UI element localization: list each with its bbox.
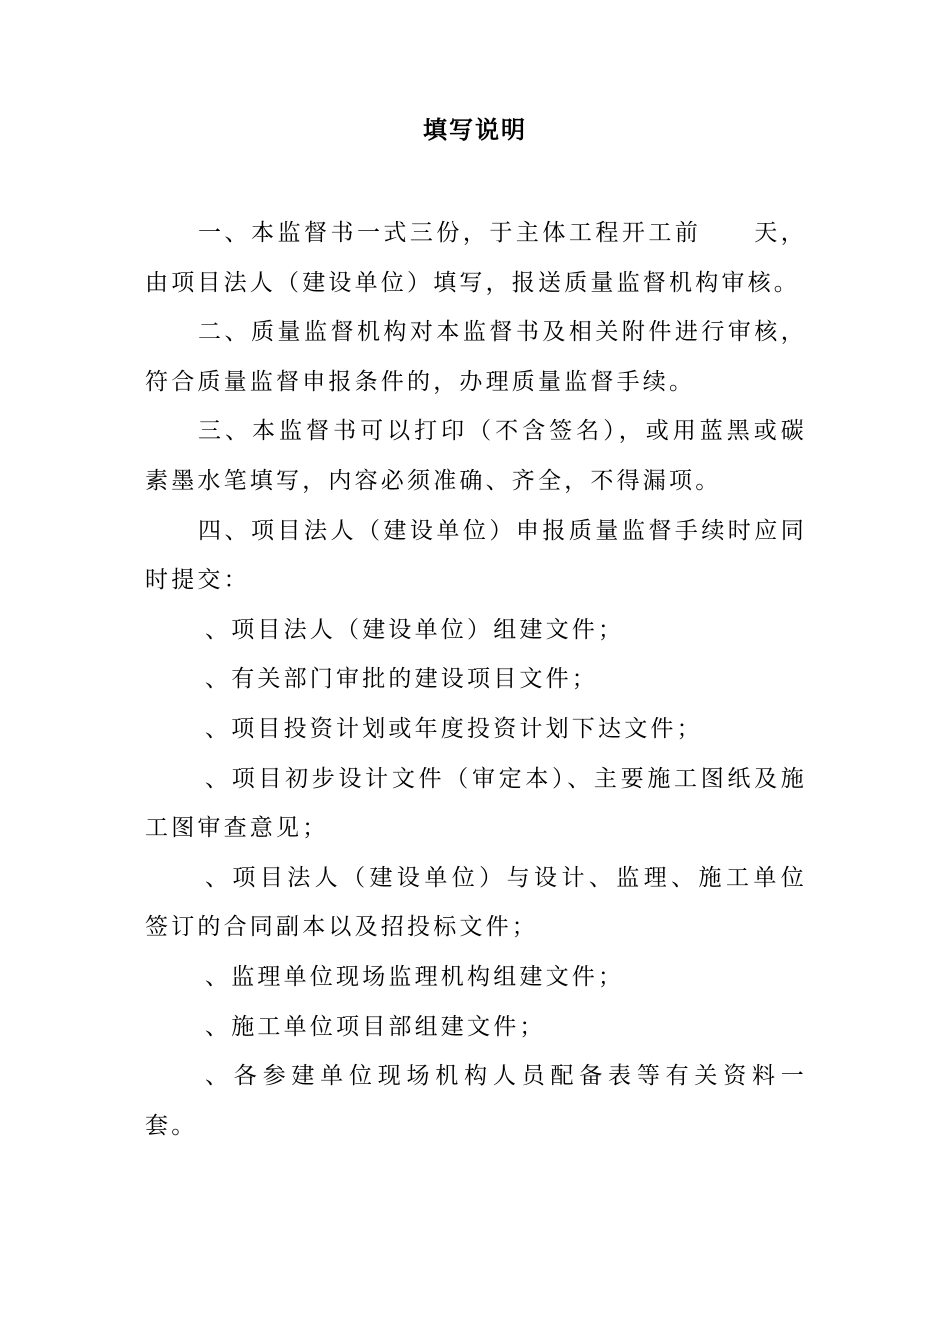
- attachment-item-1: 、项目法人（建设单位）组建文件；: [205, 616, 625, 643]
- attachment-item-8: 、各参建单位现场机构人员配备表等有关资料一套。: [145, 1063, 807, 1139]
- attachment-item-2: 、有关部门审批的建设项目文件；: [205, 666, 598, 693]
- attachment-item-5: 、项目法人（建设单位）与设计、监理、施工单位签订的合同副本以及招投标文件；: [145, 864, 807, 941]
- document-title: 填写说明: [423, 116, 527, 144]
- attachment-item-3: 、项目投资计划或年度投资计划下达文件；: [205, 715, 703, 742]
- instruction-paragraph-4: 四、项目法人（建设单位）申报质量监督手续时应同时提交：: [145, 517, 807, 594]
- instruction-paragraph-3: 三、本监督书可以打印（不含签名），或用蓝黑或碳素墨水笔填写，内容必须准确、齐全，不得漏项。: [145, 418, 807, 494]
- attachment-item-7: 、施工单位项目部组建文件；: [205, 1013, 546, 1040]
- instruction-paragraph-1: 一、本监督书一式三份，于主体工程开工前 天，由项目法人（建设单位）填写，报送质量监督机构审核。: [145, 220, 807, 296]
- attachment-item-4: 、项目初步设计文件（审定本）、主要施工图纸及施工图审查意见；: [145, 765, 807, 842]
- attachment-item-6: 、监理单位现场监理机构组建文件；: [205, 963, 625, 990]
- document-body: [145, 209, 807, 1151]
- instruction-paragraph-2: 二、质量监督机构对本监督书及相关附件进行审核，符合质量监督申报条件的，办理质量监督手续。: [145, 319, 807, 395]
